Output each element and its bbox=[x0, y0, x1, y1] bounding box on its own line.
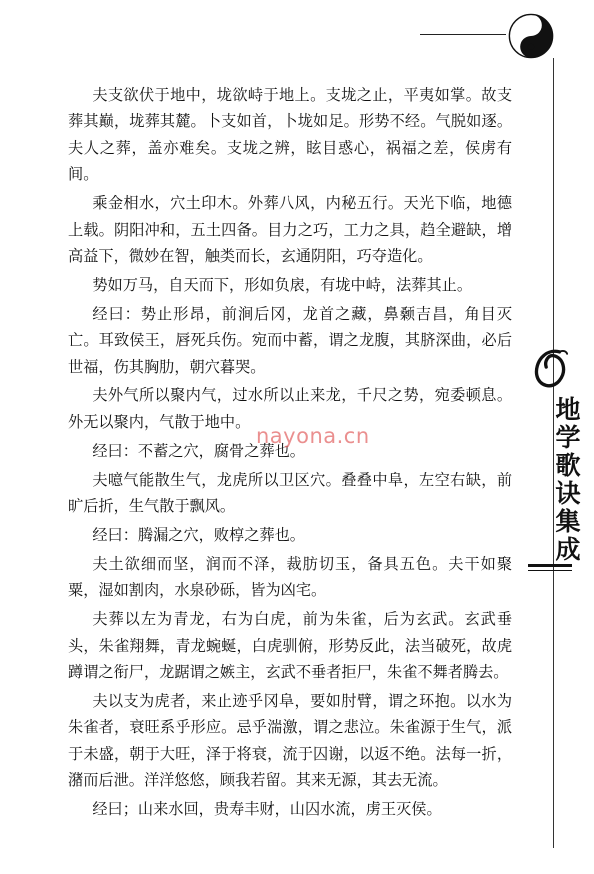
paragraph: 经曰：势止形昂，前涧后冈，龙首之藏，鼻颡吉昌，角目灭亡。耳致侯王，唇死兵伤。宛而中蓄，谓之龙腹，其脐深曲，必后世福，伤其胸肋，朝穴暮哭。 bbox=[68, 304, 512, 376]
paragraph: 经曰：不蓄之穴，腐骨之葬也。 bbox=[92, 441, 305, 460]
paragraph: 经曰；山来水回，贵寿丰财，山囚水流，虏王灭侯。 bbox=[92, 800, 442, 819]
body-text bbox=[68, 82, 512, 825]
paragraph: 势如万马，自天而下，形如负扆，有垅中峙，法葬其止。 bbox=[92, 275, 472, 294]
title-rule-thin bbox=[528, 570, 572, 571]
watermark: nayona.cn bbox=[256, 424, 370, 448]
section-title bbox=[548, 396, 588, 564]
dragon-swirl-icon bbox=[531, 346, 569, 392]
paragraph: 夫土欲细而坚，润而不泽，裁肪切玉，备具五色。夫干如聚粟，湿如割肉，水泉砂砾，皆为凶宅。 bbox=[68, 554, 512, 600]
paragraph: 夫外气所以聚内气，过水所以止来龙，千尺之势，宛委顿息。外无以聚内，气散于地中。 bbox=[68, 386, 512, 431]
paragraph: 夫噫气能散生气，龙虎所以卫区穴。叠叠中阜，左空右缺，前旷后折，生气散于飘风。 bbox=[68, 470, 512, 516]
paragraph: 乘金相水，穴土印木。外葬八风，内秘五行。天光下临，地德上载。阴阳冲和，五土四备。目力之巧，工力之具，趋全避缺，增高益下，微妙在智，触类而长，玄通阴阳，巧夺造化。 bbox=[68, 194, 512, 265]
section-title-text: 地学歌诀集成 bbox=[555, 395, 581, 564]
paragraph: 夫葬以左为青龙，右为白虎，前为朱雀，后为玄武。玄武垂头，朱雀翔舞，青龙蜿蜒，白虎驯俯，形势反此，法当破死，故虎蹲谓之衔尸，龙踞谓之嫉主，玄武不垂者拒尸，朱雀不舞者腾去。 bbox=[68, 610, 512, 682]
paragraph: 经曰：腾漏之穴，败椁之葬也。 bbox=[92, 526, 305, 544]
header-rule bbox=[420, 34, 506, 35]
title-rule bbox=[528, 564, 572, 567]
paragraph: 夫以支为虎者，来止迹乎冈阜，要如肘臂，谓之环抱。以水为朱雀者，衰旺系乎形应。忌乎湍激，谓之悲泣。朱雀源于生气，派于未盛，朝于大旺，泽于将衰，流于囚谢，以返不绝。法每一折，潴而后泄。洋洋悠悠，顾我若留。其来无源，其去无流。 bbox=[68, 691, 512, 790]
paragraph: 夫支欲伏于地中，垅欲峙于地上。支垅之止，平夷如掌。故支葬其巅，垅葬其麓。卜支如首，卜垅如足。形势不经。气脱如逐。夫人之葬，盖亦难矣。支垅之辨，眩目惑心，祸福之差，侯虏有间。 bbox=[68, 86, 512, 184]
yin-yang-icon bbox=[508, 13, 554, 59]
